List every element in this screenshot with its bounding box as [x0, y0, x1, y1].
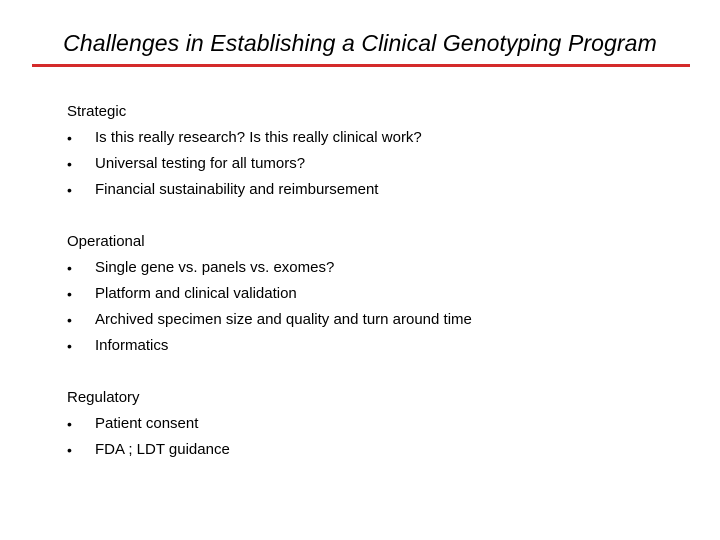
- section-heading: Operational: [67, 233, 145, 250]
- slide-content: [67, 99, 687, 489]
- bullet-text: Single gene vs. panels vs. exomes?: [95, 259, 335, 276]
- bullet-icon: •: [67, 130, 72, 146]
- bullet-text: Patient consent: [95, 415, 199, 432]
- bullet-icon: •: [67, 416, 72, 432]
- bullet-item: [67, 411, 687, 437]
- bullet-icon: •: [67, 156, 72, 172]
- slide-title: Challenges in Establishing a Clinical Genotyping Program: [63, 30, 657, 56]
- bullet-item: [67, 255, 687, 281]
- bullet-item: [67, 125, 687, 151]
- bullet-item: [67, 281, 687, 307]
- bullet-text: Is this really research? Is this really clinical work?: [95, 129, 422, 146]
- bullet-text: Archived specimen size and quality and turn around time: [95, 311, 472, 328]
- bullet-item: [67, 151, 687, 177]
- bullet-text: FDA ; LDT guidance: [95, 441, 230, 458]
- section-heading: Regulatory: [67, 389, 140, 406]
- bullet-item: [67, 333, 687, 359]
- bullet-icon: •: [67, 286, 72, 302]
- bullet-text: Financial sustainability and reimbursement: [95, 181, 379, 198]
- section-heading: Strategic: [67, 103, 127, 120]
- bullet-item: [67, 307, 687, 333]
- bullet-icon: •: [67, 312, 72, 328]
- bullet-icon: •: [67, 260, 72, 276]
- bullet-item: [67, 177, 687, 203]
- bullet-text: Universal testing for all tumors?: [95, 155, 306, 172]
- section-strategic: [67, 99, 687, 203]
- bullet-icon: •: [67, 338, 72, 354]
- bullet-icon: •: [67, 182, 72, 198]
- bullet-item: [67, 437, 687, 463]
- section-operational: [67, 229, 687, 359]
- section-regulatory: [67, 385, 687, 463]
- bullet-text: Informatics: [95, 337, 169, 354]
- bullet-icon: •: [67, 442, 72, 458]
- bullet-text: Platform and clinical validation: [95, 285, 297, 302]
- title-underline: [32, 64, 690, 67]
